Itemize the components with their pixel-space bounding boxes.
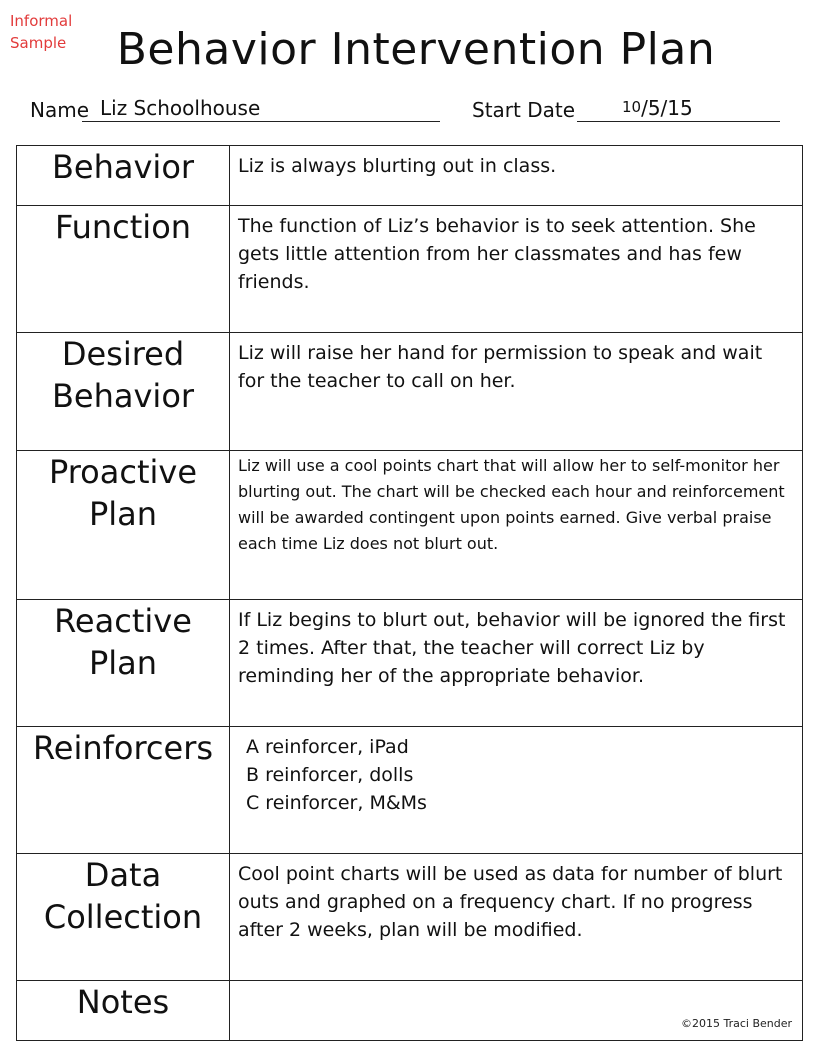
reinforcer-list [238, 733, 794, 817]
row-content-reinforcers[interactable] [230, 727, 803, 854]
row-content-data-collection[interactable]: Cool point charts will be used as data for number of blurt outs and graphed on a frequency chart. If no progress after 2 weeks, plan will be modified. [230, 854, 803, 981]
table-row [17, 854, 803, 981]
row-content-reactive-plan[interactable]: If Liz begins to blurt out, behavior will be ignored the first 2 times. After that, the teacher will correct Liz by reminding her of the appropriate behavior. [230, 600, 803, 727]
row-label-notes: Notes [17, 981, 230, 1041]
list-item: A reinforcer, iPad [246, 736, 409, 759]
row-content-desired-behavior[interactable]: Liz will raise her hand for permission to speak and wait for the teacher to call on her. [230, 332, 803, 450]
table-row [17, 727, 803, 854]
table-row [17, 332, 803, 450]
row-content-proactive-plan[interactable]: Liz will use a cool points chart that will allow her to self-monitor her blurting out. The chart will be checked each hour and reinforcement will be awarded contingent upon points earned. Give verbal praise each time Liz does not blurt out. [230, 451, 803, 600]
page-title: Behavior Intervention Plan [116, 24, 716, 75]
row-label-reactive-plan: Reactive Plan [17, 600, 230, 727]
table-row [17, 146, 803, 206]
list-item: C reinforcer, M&Ms [246, 792, 427, 815]
start-date-value [622, 96, 693, 120]
name-label: Name [30, 98, 90, 122]
table-row [17, 600, 803, 727]
table-row [17, 981, 803, 1041]
list-item: B reinforcer, dolls [246, 764, 414, 787]
start-date-month: 10 [622, 98, 642, 116]
row-content-notes[interactable] [230, 981, 803, 1041]
row-label-behavior: Behavior [17, 146, 230, 206]
row-label-function: Function [17, 205, 230, 332]
tag-line-2: Sample [10, 34, 67, 52]
row-label-reinforcers: Reinforcers [17, 727, 230, 854]
plan-header [30, 96, 782, 126]
table-row [17, 205, 803, 332]
intervention-plan-table [16, 145, 803, 1041]
row-label-desired-behavior: Desired Behavior [17, 332, 230, 450]
row-content-behavior[interactable]: Liz is always blurting out in class. [230, 146, 803, 206]
tag-line-1: Informal [10, 12, 73, 30]
start-date-label: Start Date [472, 98, 576, 122]
row-content-function[interactable]: The function of Liz’s behavior is to seek attention. She gets little attention from her classmates and has few friends. [230, 205, 803, 332]
table-row [17, 451, 803, 600]
name-value: Liz Schoolhouse [100, 96, 261, 120]
start-date-rest: /5/15 [641, 96, 693, 120]
row-label-proactive-plan: Proactive Plan [17, 451, 230, 600]
row-label-data-collection: Data Collection [17, 854, 230, 981]
copyright-notice: ©2015 Traci Bender [680, 1017, 792, 1030]
